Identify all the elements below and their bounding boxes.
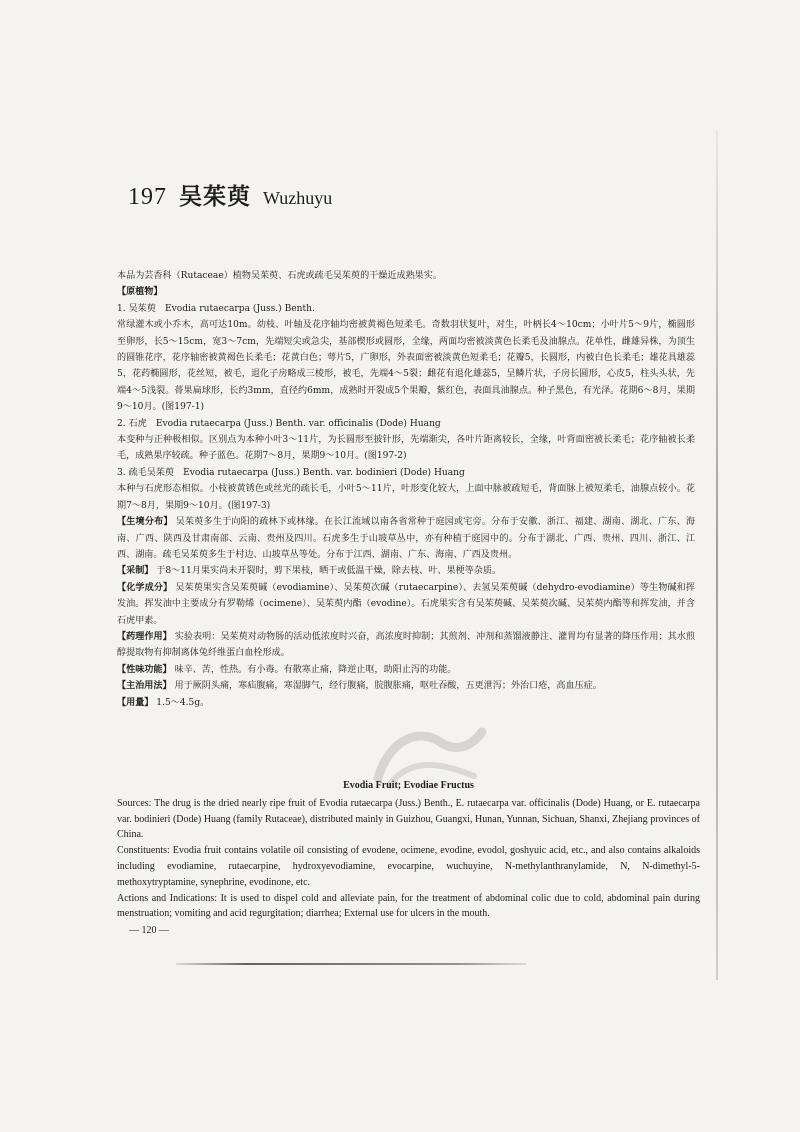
english-text-block (117, 778, 700, 939)
chinese-text-block (117, 268, 695, 711)
chemistry-text: 吴茱萸果实含吴茱萸碱（evodiamine）、吴茱萸次碱（rutaecarpine）、去氢吴茱萸碱（dehydro-evodiamine）等生物碱和挥发油。挥发油中主要成分有罗勒烯（ocimene）、吴茱萸内酯（evodine）。石虎果实含有吴茱萸碱、吴茱萸次碱、吴茱萸内酯等和挥发油，并含石虎甲素。 (117, 582, 695, 626)
page-binding-edge (716, 130, 718, 980)
bottom-rule (176, 963, 526, 965)
english-title: Evodia Fruit; Evodiae Fructus (343, 780, 474, 791)
collection-paragraph (117, 563, 695, 579)
collection-text: 于8～11月果实尚未开裂时，剪下果枝，晒干或低温干燥，除去枝、叶、果梗等杂质。 (156, 566, 502, 577)
english-actions: Actions and Indications: It is used to dispel cold and alleviate pain, for the treatment of abdominal colic due to cold, abdominal pain during menstruation; vomiting and acid regurgitation; diarrhea; External use for ulcers in the mouth. (117, 892, 700, 920)
intro-paragraph: 本品为芸香科（Rutaceae）植物吴茱萸、石虎或疏毛吴茱萸的干燥近成熟果实。 (117, 271, 442, 281)
plant-3-description: 本种与石虎形态相似。小枝被黄锈色或丝光的疏长毛，小叶5～11片，叶形变化较大，上面中脉被疏短毛，背面脉上被短柔毛，油腺点较小。花期7～8月，果期9～10月。(图197-3) (117, 484, 695, 511)
dosage-paragraph (117, 695, 695, 711)
section-label-origin: 【原植物】 (117, 287, 163, 298)
nature-paragraph (117, 662, 695, 678)
section-label-pharmacology: 【药理作用】 (117, 631, 172, 642)
pharmacology-paragraph (117, 629, 695, 662)
nature-text: 味辛、苦，性热。有小毒。有散寒止痛，降逆止呕，助阳止泻的功能。 (174, 664, 457, 675)
english-constituents: Constituents: Evodia fruit contains volatile oil consisting of evodene, ocimene, evodine, evodol, goshyuic acid, etc., and also contains alkaloids including evodiamine, rutaecarpine, hydroxyevodiamine, evocarpine, wuchuyine, N-methylanthranylamide, N, N-dimethyl-5-methoxytryptamine, synephrine, evodinone, etc. (117, 845, 700, 888)
habitat-paragraph (117, 514, 695, 563)
english-sources: Sources: The drug is the dried nearly ripe fruit of Evodia rutaecarpa (Juss.) Benth., E. rutaecarpa var. officinalis (Dode) Huang, or E. rutaecarpa var. bodinieri (Dode) Huang (family Rutaceae), distributed mainly in Guizhou, Guangxi, Hunan, Yunnan, Sichuan, Shanxi, Zhejiang provinces of China. (117, 797, 700, 841)
plant-2-heading: 2. 石虎 Evodia rutaecarpa (Juss.) Benth. var. officinalis (Dode) Huang (117, 418, 441, 429)
usage-paragraph (117, 678, 695, 694)
chapter-title-pinyin: Wuzhuyu (263, 188, 333, 208)
section-label-nature: 【性味功能】 (117, 664, 172, 675)
habitat-text: 吴茱萸多生于向阳的疏林下或林缘。在长江流域以南各省常种于庭园或宅旁。分布于安徽、浙江、福建、湖南、湖北、广东、海南、广西、陕西及甘肃南部、云南、贵州及四川。石虎多生于山坡草丛中，亦有种植于庭园中的。分布于湖北、广西、贵州、四川、浙江、江西、湖南。疏毛吴茱萸多生于村边、山坡草丛等处。分布于江西、湖南、广东、海南、广西及贵州。 (117, 517, 695, 560)
chapter-title-chinese: 吴茱萸 (179, 184, 251, 210)
plant-1-heading: 1. 吴茱萸 Evodia rutaecarpa (Juss.) Benth. (117, 303, 315, 314)
plant-3-heading: 3. 疏毛吴茱萸 Evodia rutaecarpa (Juss.) Benth. var. bodinieri (Dode) Huang (117, 467, 465, 478)
chapter-number: 197 (128, 184, 167, 210)
section-label-dosage: 【用量】 (117, 697, 154, 708)
section-label-collection: 【采制】 (117, 566, 154, 577)
page-number: — 120 — (129, 925, 169, 937)
section-label-usage: 【主治用法】 (117, 681, 172, 692)
plant-1-description: 常绿灌木或小乔木，高可达10m。幼枝、叶轴及花序轴均密被黄褐色短柔毛。奇数羽状复叶，对生，叶柄长4～10cm；小叶片5～9片，椭圆形至卵形，长5～15cm，宽3～7cm，先端短尖或急尖，基部楔形或圆形，全缘，两面均密被淡黄色长柔毛及油腺点。花单性，雌雄异株，为顶生的圆锥花序，花序轴密被黄褐色长柔毛；花黄白色；萼片5，广卵形，外表面密被淡黄色短柔毛；花瓣5，长圆形，内被白色长柔毛；雄花具雄蕊5，花药椭圆形，花丝短，被毛，退化子房略成三棱形，被毛，先端4～5裂；雌花有退化雄蕊5，呈鳞片状，子房长圆形，心皮5，柱头头状，先端4～5浅裂。蓇果扁球形，长约3mm，直径约6mm，成熟时开裂成5个果瓣，紫红色，表面具油腺点。种子黑色，有光泽。花期6～8月，果期9～10月。(图197-1) (117, 320, 695, 413)
pharmacology-text: 实验表明：吴茱萸对动物肠的活动低浓度时兴奋，高浓度时抑制；其煎剂、冲剂和蒸馏液静注、灌胃均有显著的降压作用；其水煎醇提取物有抑制离体兔纤维蛋白血栓形成。 (117, 631, 695, 659)
usage-text: 用于厥阴头痛，寒疝腹痛，寒湿脚气，经行腹痛，脘腹胀痛，呕吐吞酸，五更泄泻；外治口疮，高血压症。 (174, 681, 602, 692)
plant-2-description: 本变种与正种极相似。区别点为本种小叶3～11片，为长圆形至披针形，先端渐尖，各叶片距离较长，全缘，叶背面密被长柔毛；花序轴被长柔毛，成熟果序较疏。种子蓝色。花期7～8月，果期9～10月。(图197-2) (117, 435, 695, 462)
chapter-heading (128, 178, 332, 211)
section-label-habitat: 【生境分布】 (117, 517, 173, 528)
chemistry-paragraph (117, 580, 695, 629)
section-label-chemistry: 【化学成分】 (117, 582, 173, 593)
dosage-text: 1.5～4.5g。 (156, 697, 210, 708)
